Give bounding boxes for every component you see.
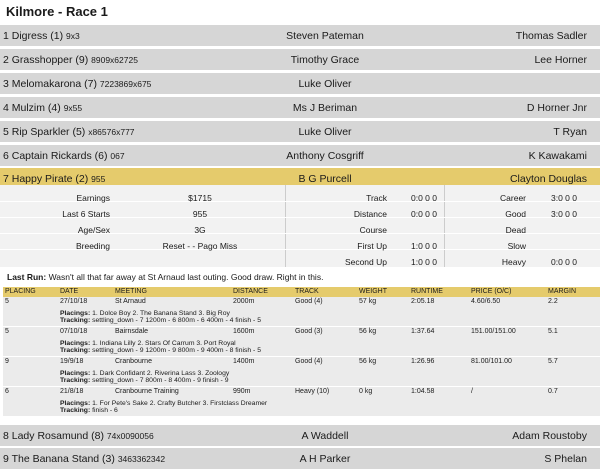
runner-jockey: Luke Oliver [298, 126, 352, 138]
meeting: Bairnsdale [115, 328, 149, 335]
runner-jockey: A Waddell [301, 430, 349, 442]
col-date: DATE [60, 288, 79, 295]
runner-row-1[interactable] [0, 24, 600, 46]
placing: 5 [5, 298, 9, 305]
weight: 56 kg [359, 328, 377, 335]
details-divider [444, 185, 445, 267]
runner-name: 5 Rip Sparkler (5) x86576x777 [3, 126, 135, 138]
distance: 990m [233, 388, 251, 395]
runner-jockey: Timothy Grace [290, 54, 360, 66]
earnings-label: Earnings [76, 193, 110, 203]
runner-form: 3463362342 [117, 454, 166, 464]
dead-label: Dead [505, 225, 526, 235]
distance: 2000m [233, 298, 255, 305]
margin: 5.1 [548, 328, 558, 335]
col-placing: PLACING [5, 288, 36, 295]
price: 4.60/6.50 [471, 298, 501, 305]
distance-label: Distance [353, 209, 387, 219]
runner-name: 4 Mulzim (4) 9x55 [3, 102, 83, 114]
placing: 9 [5, 358, 9, 365]
runner-details-panel [0, 185, 600, 267]
runner-row-2[interactable] [0, 48, 600, 70]
track: Heavy (10) [295, 388, 330, 395]
runner-form: 9x55 [63, 103, 83, 113]
career-label: Career [500, 193, 526, 203]
col-meeting: MEETING [115, 288, 147, 295]
last6-value: 955 [192, 209, 208, 219]
last-run-comment [7, 272, 323, 282]
runner-row-4[interactable] [0, 96, 600, 118]
margin: 5.7 [548, 358, 558, 365]
runner-form: 74x0090056 [106, 431, 154, 441]
last-run-text: Wasn't all that far away at St Arnaud last outing. Good draw. Right in this. [46, 272, 324, 282]
form-entry-3 [3, 357, 600, 386]
placings: Placings: 1. For Pete's Sake 2. Crafty Butcher 3. Firstclass Dreamer [60, 400, 268, 407]
track: Good (4) [295, 298, 323, 305]
runner-name: 3 Melomakarona (7) 7223869x675 [3, 78, 152, 90]
last-run-label: Last Run: [7, 272, 47, 282]
runner-jockey: Luke Oliver [298, 78, 352, 90]
runner-trainer: D Horner Jnr [526, 102, 587, 114]
runner-form: 067 [110, 151, 125, 161]
runner-name: 2 Grasshopper (9) 8909x62725 [3, 54, 138, 66]
weight: 57 kg [359, 298, 377, 305]
meeting: Cranbourne Training [115, 388, 179, 395]
runner-jockey: B G Purcell [298, 173, 352, 185]
runner-row-9[interactable] [0, 447, 600, 469]
runner-row-5[interactable] [0, 120, 600, 142]
runner-name: 8 Lady Rosamund (8) 74x0090056 [3, 430, 154, 442]
runtime: 1:04.58 [411, 388, 435, 395]
runner-trainer: K Kawakami [528, 150, 587, 162]
date: 07/10/18 [60, 328, 88, 335]
runner-form: 7223869x675 [99, 79, 152, 89]
track: Good (4) [295, 358, 323, 365]
meeting: St Arnaud [115, 298, 146, 305]
runtime: 1:26.96 [411, 358, 435, 365]
date: 19/9/18 [60, 358, 84, 365]
price: / [471, 388, 473, 395]
breeding-value: Reset - - Pago Miss [162, 241, 238, 251]
runner-jockey: Anthony Cosgriff [286, 150, 364, 162]
col-price: PRICE (O/C) [471, 288, 512, 295]
runner-name: 6 Captain Rickards (6) 067 [3, 150, 125, 162]
good-value: 3:0 0 0 [551, 209, 577, 219]
runner-trainer: Clayton Douglas [509, 173, 587, 185]
runner-row-3[interactable] [0, 72, 600, 94]
tracking: Tracking: settling_down - 9 1200m - 9 800m - 9 400m - 8 finish - 5 [60, 347, 261, 354]
runner-trainer: Thomas Sadler [515, 30, 587, 42]
form-entry-4 [3, 387, 600, 416]
runner-trainer: T Ryan [553, 126, 587, 138]
table-row [3, 357, 600, 368]
runner-name: 7 Happy Pirate (2) 955 [3, 173, 106, 185]
placing: 5 [5, 328, 9, 335]
agesex-label: Age/Sex [77, 225, 110, 235]
col-margin: MARGIN [548, 288, 576, 295]
runtime: 2:05.18 [411, 298, 435, 305]
table-row [3, 297, 600, 308]
placings: Placings: 1. Dark Confidant 2. Riverina Lass 3. Zoology [60, 370, 230, 377]
runner-form: x86576x777 [88, 127, 135, 137]
runner-trainer: S Phelan [544, 453, 587, 465]
agesex-value: 3G [194, 225, 206, 235]
tracking: Tracking: settling_down - 7 1200m - 6 800m - 6 400m - 4 finish - 5 [60, 317, 261, 324]
heavy-label: Heavy [501, 257, 526, 267]
placings: Placings: 1. Indiana Lilly 2. Stars Of Carrum 3. Port Royal [60, 340, 236, 347]
price: 81.00/101.00 [471, 358, 512, 365]
form-entry-2 [3, 327, 600, 356]
date: 27/10/18 [60, 298, 88, 305]
distance-value: 0:0 0 0 [411, 209, 437, 219]
runner-jockey: A H Parker [299, 453, 351, 465]
form-table [3, 287, 600, 416]
runner-trainer: Lee Horner [534, 54, 587, 66]
runner-form: 9x3 [66, 31, 80, 41]
secondup-value: 1:0 0 0 [411, 257, 437, 267]
firstup-label: First Up [357, 241, 387, 251]
breeding-label: Breeding [75, 241, 110, 251]
secondup-label: Second Up [344, 257, 387, 267]
margin: 2.2 [548, 298, 558, 305]
runner-form: 955 [91, 174, 106, 184]
runner-row-8[interactable] [0, 424, 600, 446]
margin: 0.7 [548, 388, 558, 395]
date: 21/8/18 [60, 388, 84, 395]
last6-label: Last 6 Starts [62, 209, 110, 219]
weight: 56 kg [359, 358, 377, 365]
placing: 6 [5, 388, 9, 395]
track-value: 0:0 0 0 [411, 193, 437, 203]
race-title: Kilmore - Race 1 [6, 4, 108, 19]
col-runtime: RUNTIME [411, 288, 443, 295]
runner-form: 8909x62725 [91, 55, 138, 65]
table-row [3, 387, 600, 398]
placings: Placings: 1. Dolce Boy 2. The Banana Stand 3. Big Roy [60, 310, 230, 317]
career-value: 3:0 0 0 [551, 193, 577, 203]
details-divider [285, 185, 286, 267]
earnings-value: $1715 [188, 193, 212, 203]
runner-name: 1 Digress (1) 9x3 [3, 30, 80, 42]
meeting: Cranbourne [115, 358, 152, 365]
distance: 1400m [233, 358, 255, 365]
col-track: TRACK [295, 288, 319, 295]
runner-row-6[interactable] [0, 144, 600, 166]
tracking: Tracking: finish - 6 [60, 407, 118, 414]
track-label: Track [366, 193, 387, 203]
col-weight: WEIGHT [359, 288, 387, 295]
weight: 0 kg [359, 388, 373, 395]
firstup-value: 1:0 0 0 [411, 241, 437, 251]
form-entry-1 [3, 297, 600, 326]
runner-trainer: Adam Roustoby [512, 430, 587, 442]
runner-jockey: Ms J Beriman [292, 102, 358, 114]
heavy-value: 0:0 0 0 [551, 257, 577, 267]
col-distance: DISTANCE [233, 288, 268, 295]
slow-label: Slow [507, 241, 526, 251]
tracking: Tracking: settling_down - 7 800m - 8 400m - 9 finish - 9 [60, 377, 229, 384]
runtime: 1:37.64 [411, 328, 435, 335]
runner-name: 9 The Banana Stand (3) 3463362342 [3, 453, 166, 465]
track: Good (3) [295, 328, 323, 335]
runner-jockey: Steven Pateman [286, 30, 364, 42]
distance: 1600m [233, 328, 255, 335]
table-row [3, 327, 600, 338]
price: 151.00/151.00 [471, 328, 516, 335]
course-label: Course [359, 225, 387, 235]
good-label: Good [505, 209, 526, 219]
